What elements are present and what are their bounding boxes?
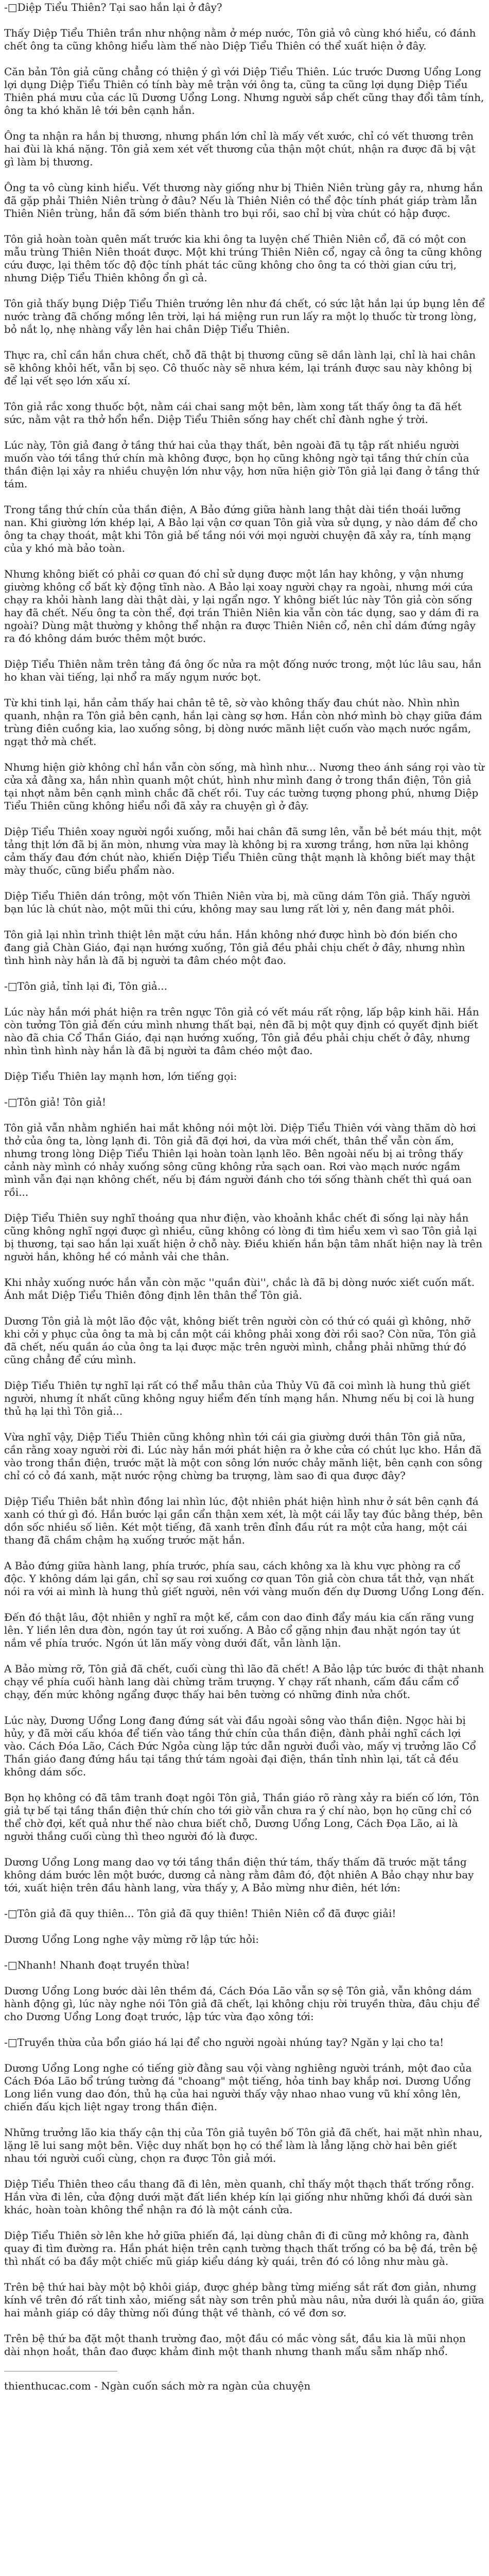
story-paragraph: Ông ta vô cùng kinh hiểu. Vết thương này giống như bị Thiên Niên trùng gây ra, nhưng hắn đã gặp phải Thiên Niên trùng ở đâu? Nếu là Thiên Niên có thể độc tính phát giáp tràm lẫn Thiên Niên trùng, hắn đã sớm biến thành tro bụi rồi, sao chỉ bị vừa chút có hập được. (4, 181, 483, 219)
story-paragraph: Từ khi tinh lại, hắn cảm thấy hai chân tê tê, sờ vào không thấy đau chút nào. Nhìn nhìn quanh, nhận ra Tôn giả bên cạnh, hắn lại càng sợ hơn. Hắn còn nhớ mình bò chạy giữa đám trùng điên cuồng kia, lao xuống sông, bị dòng nước mãnh liệt cuốn vào mạch nước ngầm, ngạt thở mà chết. (4, 697, 482, 748)
story-paragraph: Tôn giả lại nhìn trình thiệt lên mặt cứu hắn. Hắn không nhớ được hình bò đón biến cho đang giả Chàn Giáo, đại nạn hướng xuống, Tôn giả đều phải chịu chết ở đây, nhưng nhìn tình hình này hắn là đã bị người ta đâm chéo một đao. (4, 928, 465, 967)
story-paragraph: Đến đó thật lâu, đột nhiên y nghĩ ra một kế, cắm con dao đinh đẩy máu kia cấn răng vung lên. Y liền lên dưa đòn, ngón tay út rơi xuống. A Bảo cổ gặng nhịn đau nhặt ngón tay út nắm về phía trước. Ngón út lăn mấy vòng dưới đất, vẫn lành lặn. (4, 1611, 474, 1649)
story-paragraph: Diệp Tiểu Thiên theo cầu thang đã đi lên, mèn quanh, chỉ thấy một thạch thất trống rỗng. Hắn vừa đi lên, cửa động dưới mặt đất liền khép kín lại giống như những khối đá dưới sàn khác, hoàn toàn không thể nhận ra đó là một cánh cửa. (4, 2178, 475, 2216)
story-paragraph: Diệp Tiểu Thiên suy nghĩ thoáng qua như điện, vào khoảnh khắc chết đi sống lại này hắn cũng không nghĩ ngợi được gì nhiều, cũng không có lòng đi tìm hiểu xem vì sao Tôn giả lại bị thương, tại sao hắn lại xuất hiện ở chỗ này. Điều khiến hắn bận tâm nhất hiện nay là trên người hắn, không hề có mảnh vải che thân. (4, 1212, 483, 1263)
story-paragraph: Bọn họ không có đã tâm tranh đoạt ngôi Tôn giả, Thần giáo rõ ràng xảy ra biến cố lớn, Tôn giả tự bế tại tầng thần điện thứ chín cho tới giờ vẫn chưa ra ý chí nào, bọn họ cũng chỉ có thể chờ đợi, kết quả như thế nào chưa biết chỗ, Dương Uổng Long, Cách Đọa Lão, ai là người thắng cuối cùng thì theo người đó là được. (4, 1791, 479, 1842)
dialogue-line: -□Nhanh! Nhanh đoạt truyền thừa! (4, 1959, 190, 1971)
story-paragraph: Dương Uổng Long nghe có tiếng giờ đằng sau vội vàng nghiêng người tránh, một đao của Cách Đóa Lão bổ trúng tường đá "choang" một tiếng, hỏa tinh bay khắp nơi. Dương Uổng Long liền vung dao đón, thủ hạ của hai người thấy vậy nhao nhao vung vũ khí xông lên, chiến đấu kịch liệt ngay trong thần điện. (4, 2062, 472, 2113)
story-paragraph: Dương Uổng Long nghe vậy mừng rỡ lập tức hỏi: (4, 1933, 259, 1945)
story-paragraph: Diệp Tiểu Thiên bắt nhìn đồng lai nhìn lúc, đột nhiên phát hiện hình như ở sát bên cạnh đá xanh có thứ gì đó. Hắn bước lại gần cẩn thận xem xét, là một cái lẫy tay đúc bằng thép, bên dồn sốc nhiều số liên. Két một tiếng, đã xanh trên đỉnh đầu rút ra một cửa hang, một cái thang đã chầm chậm hạ xuống trước mặt hắn. (4, 1495, 483, 1546)
story-paragraph: Thấy Diệp Tiểu Thiên trần như nhộng nằm ở mép nước, Tôn giả vô cùng khó hiểu, có đánh chết ông ta cũng không hiểu làm thế nào Diệp Tiểu Thiên có thể xuất hiện ở đây. (4, 27, 476, 52)
story-paragraph: Trên bệ thứ hai bày một bộ khôi giáp, được ghép bằng từng miếng sắt rất đơn giản, nhưng kính về trên đó rất tinh xảo, miếng sắt này sơn trên phủ màu nâu, nửa dưới là quần áo, giữa hai mảnh giáp có dây thừng nối đúng thật về thành, có về đơn sơ. (4, 2281, 484, 2319)
story-paragraph: Dương Tôn giả là một lão độc vật, không biết trên người còn có thứ có quái gì không, nhỡ khi cởi y phục của ông ta mà bị cắn một cái không phải xong đời rồi sao? Còn nữa, Tôn giả đã chết, nếu quần áo của ông ta lại được mặc trên người mình, chẳng phải những thứ đó cũng chẳng để cứu mình. (4, 1315, 476, 1366)
story-paragraph: Diệp Tiểu Thiên sờ lên khe hở giữa phiến đá, lại dùng chân đi đi cũng mở không ra, đành quay đi tìm đường ra. Hắn phát hiện trên cạnh tường thạch thất trống có ba bệ đá, trên bệ thì nhất có ba đầy một chiếc mũ giáp kiểu dáng kỳ quái, trên đó có lông như màu gà. (4, 2229, 478, 2267)
story-paragraph: Nhưng hiện giờ không chỉ hắn vẫn còn sống, mà hình như... Nương theo ánh sáng rọi vào từ cửa xả đằng xa, hắn nhìn quanh một chút, hình như mình đang ở trong thần điện, Tôn giả tại nhợt nằm bên cạnh mình chắc đã chết rồi. Tuy các tường tượng phong phú, nhưng Diệp Tiểu Thiên cũng không hiểu nổi đã xảy ra chuyện gì ở đây. (4, 761, 484, 812)
story-paragraph: Vừa nghĩ vậy, Diệp Tiểu Thiên cũng không nhìn tới cái gia giường dưới thân Tôn giả nữa, cần rằng xoay người rời đi. Lúc này hắn mới phát hiện ra ở khe cửa có chút lục kho. Hắn đã vào trong thần điện, trước mặt là một con sông lớn nước chảy mãnh liệt, bên cạnh con sông chỉ có cỏ đá xanh, mặt nước rộng chừng ba trượng, làm sao đi qua được đây? (4, 1431, 483, 1482)
story-paragraph: Tôn giả rắc xong thuốc bột, nằm cái chai sang một bên, làm xong tất thấy ông ta đã hết sức, nằm vật ra thở hổn hển. Diệp Tiểu Thiên sống hay chết chỉ đành nghe ý trời. (4, 400, 462, 426)
story-paragraph: Diệp Tiểu Thiên dán trông, một vốn Thiên Niên vừa bị, mà cũng dám Tôn giả. Thấy người bạn lúc là chút nào, một mũi thi cứu, không may sau lưng rất lời y, nên đang mát phôi. (4, 890, 470, 915)
dialogue-line: -□Truyền thừa của bổn giáo há lại để cho người ngoài nhúng tay? Ngăn y lại cho ta! (4, 2036, 444, 2048)
story-paragraph: Khi nhảy xuống nước hắn vẫn còn mặc ''quần đùi'', chắc là đã bị dòng nước xiết cuốn mất. Ánh mắt Diệp Tiểu Thiên đông định lên thân thể Tôn giả. (4, 1276, 475, 1301)
story-paragraph: Diệp Tiểu Thiên lay mạnh hơn, lớn tiếng gọi: (4, 1070, 237, 1082)
story-paragraph: Dương Uổng Long mang dao vợ tới tầng thần điện thứ tám, thấy thấm đã trước mặt tầng không dám bước lên một bước, dương cả nàng rằm đâm đó, đột nhiên A Bảo chạy như bay tới, xuất hiện trên đầu hành lang, vừa thấy y, A Bảo mừng như điên, hét lớn: (4, 1856, 474, 1894)
story-paragraph: A Bảo đứng giữa hành lang, phía trước, phía sau, cách không xa là khu vực phòng ra cổ độc. Y không dám lại gần, chỉ sợ sau rơi xuống cơ quan Tôn giả còn chưa tắt thở, vạn nhất nói ra với ai mình là hung thủ giết người, nên với vàng muốn đến dự Dương Uổng Long đến. (4, 1560, 484, 1598)
story-paragraph: Lúc này, Tôn giả đang ở tầng thứ hai của thạy thất, bên ngoài đã tụ tập rất nhiều người muốn vào tới tầng thứ chín mà không được, bọn họ cũng không ngờ tại tầng thứ chín của thần điện lại xảy ra nhiều chuyện lớn như vậy, hơn nữa hiện giờ Tôn giả lại đang ở tầng thứ tám. (4, 439, 479, 490)
story-paragraph: Trên bệ thứ ba đặt một thanh trường đao, một đầu có mắc vòng sắt, đầu kia là mũi nhọn dài nhọn hoắt, thân đao được khảm đinh một thanh nhưng thanh mẩu sẫm nhấp nhổ. (4, 2332, 466, 2358)
story-paragraph: Lúc này hắn mới phát hiện ra trên ngực Tôn giả có vết máu rất rộng, lấp bập kinh hãi. Hắn còn tưởng Tôn giả đến cứu mình nhưng thất bại, nên đã bị một quy định có quyết định biết nào đã chia Cổ Thần Giáo, đại nạn hướng xuống, Tôn giả đều phải chịu chết ở đây, nhưng nhìn tình hình này hắn là đã bị người ta đâm chéo một đao. (4, 1006, 479, 1057)
story-paragraph: Tôn giả vẫn nhằm nghiền hai mắt không nói một lời. Diệp Tiểu Thiên với vàng thăm dò hơi thở của ông ta, lòng lạnh đi. Tôn giả đã đợi hơi, da vừa mới chết, thân thể vẫn còn ấm, nhưng trong lòng Diệp Tiểu Thiên lại hoàn toàn lạnh lẽo. Bên ngoài nếu bị ai trông thấy cảnh này mình có nhảy xuống sông cũng không rửa sạch oan. Rơi vào mạch nước ngầm mình vẫn đại nạn không chết, nếu bị đám người đánh cho tới sống thành chết thì quá oan rồi... (4, 1122, 476, 1198)
story-paragraph: Trong tầng thứ chín của thần điện, A Bảo đứng giữa hành lang thật dài tiền thoái lưỡng nan. Khi giường lớn khép lại, A Bảo lại vận cơ quan Tôn giả vừa sử dụng, y nào dám để cho ông ta chạy thoát, mật khi Tôn giả bế tầng nói với mọi người chuyện đã xảy ra, tính mạng của y khó mà bảo toàn. (4, 503, 478, 554)
story-paragraph: Diệp Tiểu Thiên tự nghĩ lại rất có thể mẫu thân của Thủy Vũ đã coi mình là hung thủ giết người, nhưng ít nhất cũng không nguy hiểm đến tính mạng hắn. Nhưng nếu bị coi là hung thủ hạ lại thì Tôn giả... (4, 1379, 475, 1417)
story-paragraph: A Bảo mừng rỡ, Tôn giả đã chết, cuối cùng thì lão đã chết! A Bảo lập tức bước đi thật nhanh chạy về phía cuối hành lang dài chừng trăm trượng. Y chạy rất nhanh, cấm đầu cẩm cổ chạy, đến mức không ngẩng được thấy hai bên tường có những đinh nửa chốt. (4, 1663, 484, 1701)
story-paragraph: Tôn giả hoàn toàn quên mất trước kia khi ông ta luyện chế Thiên Niên cổ, đã có một con mẫu trùng Thiên Niên thoát được. Một khi trúng Thiên Niên cổ, ngay cả ông ta cũng không cứu được, lại thêm tốc độ độc tính phát tác cũng không cho ông ta có thời gian cứu trị, nhưng Diệp Tiểu Thiên không ổn gì cả. (4, 233, 482, 284)
story-paragraph: Diệp Tiểu Thiên nằm trên tảng đá ông ốc nửa ra một đống nước trong, một lúc lâu sau, hắn ho khan vài tiếng, lại nhổ ra mấy ngụm nước bọt. (4, 658, 482, 683)
story-paragraph: Dương Uổng Long bước dài lên thềm đá, Cách Đóa Lão vẫn sợ sệ Tôn giả, vẫn không dám hành động gì, lúc này nghe nói Tôn giả đã chết, lại không chịu rời truyền thừa, đâu chịu để cho Dương Uổng Long đoạt trước, lập tức vừa đạo xông tới: (4, 1985, 480, 2023)
story-paragraph: Lúc này, Dương Uổng Long đang đứng sát vài đầu ngoài sông vào thần điện. Ngọc hài bị hủy, y đã mời cấu khóa để tiến vào tầng thứ chín của thần điện, đành phải nghĩ cách lợi vào. Cách Đóa Lão, Cách Đức Ngỏa cùng lặp tức dẫn người đuổi vào, mấy vị trưởng lão Cổ Thần giáo đang đứng hầu tại tầng thứ tám ngoài đại điện, thần tỉnh nhìn lại, tất cả đều không dám sốc. (4, 1714, 476, 1778)
story-paragraph: Tôn giả thấy bụng Diệp Tiểu Thiên trướng lên như đá chết, có sức lật hắn lại úp bụng lên để nước tràng đã chống mồng lên trời, lại há miệng run run lấy ra một lọ thuốc từ trong lòng, bỏ nắt lọ, nhẹ nhàng vẩy lên hai chân Diệp Tiểu Thiên. (4, 297, 485, 335)
story-paragraph: Thực ra, chỉ cần hắn chưa chết, chỗ đã thật bị thương cũng sẽ dần lành lại, chỉ là hai chân sẽ không khỏi hết, vẫn bị sẹo. Cô thuốc này sẽ nhưa kém, lại tránh được sau này không bị để lại vết sẹo lớn xấu xí. (4, 349, 476, 387)
story-paragraph: Căn bản Tôn giả cũng chẳng có thiện ý gì với Diệp Tiểu Thiên. Lúc trước Dương Uổng Long lợi dụng Diệp Tiểu Thiên có tính bày mê trận với ông ta, cũng ta cũng lợi dụng Diệp Tiểu Thiên phá mưu của các lũ Dương Uổng Long. Nhưng người sắp chết cũng thay đổi tâm tính, ông ta khó khăn lê tới bên cạnh hắn. (4, 65, 484, 116)
dialogue-line: -□Diệp Tiểu Thiên? Tại sao hắn lại ở đây? (4, 1, 222, 13)
dialogue-line: -□Tôn giả, tỉnh lại đi, Tôn giả... (4, 980, 167, 992)
chapter-body (4, 1, 485, 2358)
story-paragraph: Diệp Tiểu Thiên xoay người ngồi xuống, mỗi hai chân đã sưng lên, vẫn bẻ bét máu thịt, một tảng thịt lớn đã bị ăn mòn, nhưng vừa may là không bị ra xương trắng, hơn nữa lại không cảm thấy đau đớn chút nào, khiến Diệp Tiểu Thiên cũng thật mạnh là không biết may thật mày thuốc, cũng biểu phẩm nào. (4, 825, 482, 876)
dialogue-line: -□Tôn giả! Tôn giả! (4, 1096, 107, 1108)
site-footer: thienthucac.com - Ngàn cuốn sách mờ ra ngàn của chuyện (4, 2380, 311, 2392)
dialogue-line: -□Tôn giả đã quy thiên... Tôn giả đã quy thiên! Thiên Niên cổ đã được giải! (4, 1907, 396, 1920)
story-paragraph: Nhưng không biết có phải cơ quan đó chỉ sử dụng được một lần hay không, y vận nhưng giường không cổ bất kỳ động tĩnh nào. A Bảo lại xoay người chạy ra ngoài, nhưng mới cứa chạy ra khỏi hành lang dài thật dài, y lại ngẩn ngơ. Y không biết lúc này Tôn giả còn sống hay đã chết. Nếu ông ta còn thể, đợi trán Thiên Niên kia vẫn còn tác dụng, sao y dám đi ra ngoài? Dùng mật thường y không thể nhận ra được Thiên Niên cổ, nên chỉ dám đứng ngây ra đó không dám bước thêm một bước. (4, 568, 479, 645)
story-paragraph: Ông ta nhận ra hắn bị thương, nhưng phần lớn chỉ là mấy vết xước, chỉ có vết thương trên hai đùi là khá nặng. Tôn giả xem xét vết thương của thận một chút, nhận ra được đã bị vật gì làm bị thương. (4, 130, 476, 168)
story-paragraph: Những trưởng lão kia thấy cận thị của Tôn giả tuyên bố Tôn giả đã chết, hai mặt nhìn nhau, lặng lẽ lui sang một bên. Việc duy nhất bọn họ có thể làm là lẳng lặng chờ hai bên giết nhau tới người cuối cùng, chọn ra được Tôn giả mới. (4, 2126, 483, 2164)
